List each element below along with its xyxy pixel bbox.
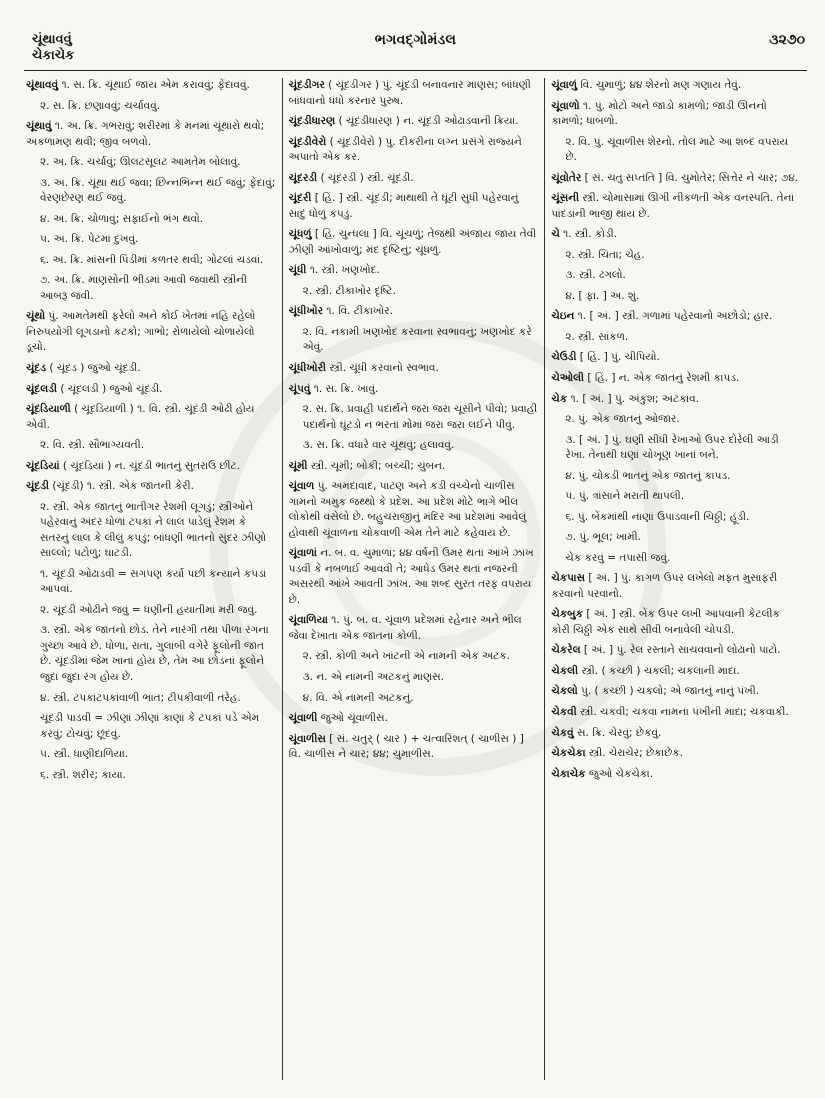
headword: ચૂંવાળ	[288, 480, 315, 493]
dictionary-entry	[289, 284, 539, 300]
guide-word-last: ચેકાચેક	[32, 48, 75, 64]
headword: ચૂંથાવું	[26, 120, 52, 133]
dictionary-entry	[551, 530, 801, 546]
headword: ચેકાચેક	[551, 767, 586, 780]
definition-text: ૭. અ. ક્રિ. માણસોની ભીડમાં આવી જવાથી સ્ત્રીની આબરૂ જવી.	[40, 274, 247, 302]
definition-text: ૨. સ. ક્રિ. પ્રવાહી પદાર્થને જરા જરા ચૂસીને પીવો; પ્રવાહી પદાર્થનો ઘૂંટડો ન ભરતાં મોંમાં જરા જરા લઈને પીવું.	[302, 403, 538, 431]
dictionary-entry	[289, 546, 539, 608]
definition-text: ૪. વિ. એ નામની અટકનું.	[302, 691, 414, 704]
definition-text: (ચૂંદડી) ૧. સ્ત્રી. એક જાતની કેરી.	[49, 480, 194, 493]
definition-text: [ હિં. ] ન. એક જાતનું રેશમી કાપડ.	[584, 371, 740, 384]
definition-text: ૪. અ. ક્રિ. ચોળાવું; સફાઈનો ભંગ થવો.	[40, 212, 204, 225]
definition-text: ૨. સ્ત્રી. સાંકળ.	[565, 330, 629, 343]
page-number: ૩૨૭૦	[769, 32, 805, 48]
headword: ચૂંદડ	[26, 361, 47, 374]
headword: ચેઓલી	[551, 371, 585, 384]
definition-text: ( ચૂંદડિયાં ) ન. ચૂંદડી ભાતનું સુતરાઉ છીંટ.	[59, 459, 240, 472]
headword: ચૂંદલડી	[26, 382, 57, 395]
definition-text: ૧. ચૂંદડી ઓઢાડવી = સગપણ કર્યા પછી કન્યાને કપડાં આપવાં.	[40, 567, 267, 596]
headword: ચૂંવોતેર	[551, 171, 582, 184]
dictionary-entry	[289, 304, 539, 320]
definition-text: ૧. પું. બ. વ. ચૂંવાળ પ્રદેશમાં રહેનાર અને ભીલ જેવા દેખાતા એક જાતના કોળી.	[288, 614, 522, 642]
dictionary-entry	[26, 500, 276, 562]
dictionary-entry	[551, 551, 801, 567]
definition-text: ૨. સ્ત્રી. કોળી અને ખાંટની એ નામની એક અટક.	[302, 650, 510, 663]
dictionary-entry	[26, 711, 276, 742]
headword: ચૂંવાળિયા	[288, 614, 328, 627]
definition-text: ૧. સ્ત્રી. કોડી.	[559, 228, 618, 241]
definition-text: સ્ત્રી. ચેરાચેર; છેકાછેક.	[585, 747, 683, 760]
definition-text: ૨. વિ. પું. ચૂંવાળીસ શેરનો. તોલ માટે આ શબ્દ વપરાય છે.	[565, 135, 789, 164]
dictionary-entry	[289, 732, 539, 763]
dictionary-entry	[551, 664, 801, 680]
definition-text: ચેક કરવું = તપાસી જવું.	[565, 551, 671, 564]
headword: ચૂંવાળું	[551, 79, 578, 91]
definition-text: ૬. અ. ક્રિ. માંસની પિંડીમાં કળતર થવી; ગોટલાં ચડવાં.	[40, 253, 264, 266]
definition-text: [ સં. ચતુઃસપ્તતિ ] વિ. ચુમોતેર; સિત્તેર ને ચાર; ૭૪.	[581, 171, 799, 184]
headword: ચેઇન	[551, 310, 575, 323]
definition-text: ૨. સ્ત્રી. ટીકાખોર દૃષ્ટિ.	[302, 284, 396, 297]
dictionary-entry	[26, 361, 276, 377]
dictionary-entry	[26, 747, 276, 763]
dictionary-entry	[289, 78, 539, 109]
dictionary-entry	[289, 263, 539, 279]
definition-text: ૩. ન. એ નામની અટકનું માણસ.	[302, 671, 444, 683]
dictionary-entry	[26, 309, 276, 356]
dictionary-entry	[551, 248, 801, 264]
headword: ચૂંદડીગર	[288, 79, 325, 91]
headword: ચૂંદરી	[288, 192, 312, 205]
dictionary-entry	[289, 135, 539, 166]
entry-columns	[26, 78, 807, 1080]
dictionary-entry	[26, 176, 276, 207]
definition-text: સ્ત્રી. ચૂમી; બોકી; બચ્ચી; ચુંબન.	[307, 459, 446, 472]
definition-text: ૧. [ અં. ] પું. અંકુશ; અટકાવ.	[567, 392, 699, 405]
dictionary-entry	[551, 371, 801, 387]
definition-text: ૧. સ્ત્રી. ખણખોદ.	[306, 264, 380, 277]
dictionary-entry	[26, 155, 276, 171]
dictionary-entry	[551, 268, 801, 284]
dictionary-entry	[551, 191, 801, 222]
headword: ચૂંથો	[26, 310, 46, 323]
column-2	[282, 78, 545, 1080]
headword: ચે	[551, 228, 560, 241]
headword: ચેકવું	[551, 726, 574, 739]
definition-text: ( ચૂંદડીવેરો ) પું. દીકરીના લગ્ન પ્રસંગે રાજ્યને અપાતો એક કર.	[288, 135, 522, 164]
headword: ચૂંધીખોર	[288, 305, 324, 318]
definition-text: [ હિં. ચુન્ધલા ] વિ. ચૂંચળું; તેજથી અંજાય જાય તેવી ઝીણી આંખોવાળું; મંદ દૃષ્ટિનું; ચૂંધળું.	[288, 228, 537, 256]
dictionary-entry	[551, 746, 801, 762]
dictionary-entry	[551, 309, 801, 325]
dictionary-entry	[551, 469, 801, 485]
definition-text: ૪. સ્ત્રી. ટપકાંટપકાંવાળી ભાત; ટીપકીવાળી તરેહ.	[40, 691, 241, 704]
definition-text: ( ચૂંદલડી ) જુઓ ચૂંદડી.	[56, 382, 163, 395]
dictionary-entry	[551, 767, 801, 783]
headword: ચૂંદડિયાં	[26, 459, 60, 472]
headword: ચૂંદડીવેરો	[288, 135, 327, 148]
dictionary-entry	[551, 412, 801, 428]
dictionary-entry	[289, 191, 539, 222]
dictionary-entry	[26, 438, 276, 454]
definition-text: ન. બ. વ. ચુમાળાં; ૪૪ વર્ષની ઉમર થતાં આંખે ઝાંખ પડવી કે નબળાઈ આવવી તે; આધેડ ઉમર થતાં નજરની અસરથી આંખે આવતી ઝાંખ. આ શબ્દ સુરત તરફ વપરાય છે.	[288, 547, 534, 606]
headword: ચેકચેકા	[551, 747, 586, 760]
headword: ચેકરેલ	[551, 644, 581, 657]
headword: ચૂંધળું	[288, 228, 312, 241]
definition-text: ૨. પું. એક જાતનું ઓજાર.	[565, 413, 680, 426]
dictionary-entry	[26, 691, 276, 707]
dictionary-entry	[551, 350, 801, 366]
page-title: ભગવદ્ગોમંડલ	[374, 32, 457, 48]
definition-text: [ અં. ] પું. રેલ રસ્તાને સાચવવાનો લોઢાનો પાટો.	[580, 644, 781, 657]
definition-text: ( ચૂંદડીધારણ ) ન. ચૂંદડી ઓઢાડવાની ક્રિયા.	[335, 115, 519, 128]
definition-text: ૭. પું. ભૂલ; ખામી.	[565, 531, 641, 544]
definition-text: ૫. સ્ત્રી. ધાણીદાળિયા.	[40, 748, 129, 761]
column-1	[26, 78, 282, 1080]
dictionary-entry	[26, 212, 276, 228]
definition-text: ૨. સ્ત્રી. એક જાતનું ભાતીગર રેશમી લૂગડું; સ્ત્રીઓને પહેરવાનું અંદર ધોળાં ટપકાં ને લાલ પાડેલું રેશમ કે સતરનું લાલ કે લીલું કપડું; બાંધણી ભાતનો સુંદર ઝીણો સાલ્લો; પટોળું; ઘાટડી.	[40, 500, 267, 560]
definition-text: ૨. સ. ક્રિ. છણાવવું; ચર્ચાવવું.	[40, 99, 161, 112]
dictionary-entry	[551, 171, 801, 187]
headword: ચૂંદરડી	[288, 171, 318, 184]
definition-text: ૧. સ. ક્રિ. ચૂંથાઈ જાય એમ કરાવવું; ફેંદાવવું.	[58, 79, 250, 91]
dictionary-entry	[26, 382, 276, 398]
definition-text: પું. અમદાવાદ, પાટણ અને કડી વચ્ચેનો ચાળીસ ગામનો અમુક જથ્થો કે પ્રદેશ. આ પ્રદેશ મોટે ભાગે ભીલ લોકોથી વસેલો છે. બહુચરાજીનું મંદિર આ પ્રદેશમાં આવેલું હોવાથી ચૂંવાળના ચોકવાળી એમ તેને માટે કહેવાય છે.	[288, 480, 527, 539]
dictionary-entry	[551, 571, 801, 602]
dictionary-entry	[26, 459, 276, 475]
definition-text: ૬. સ્ત્રી. શરીર; કાયા.	[40, 768, 126, 781]
definition-text: ( ચૂંદડિયાળી ) ૧. વિ. સ્ત્રી. ચૂંદડી ઓઢી હોય એવી.	[26, 403, 255, 431]
dictionary-entry	[289, 227, 539, 258]
dictionary-entry	[289, 459, 539, 475]
definition-text: સ્ત્રી. ચૂંધી કરવાનો સ્વભાવ.	[326, 361, 439, 374]
definition-text: ૩. સ્ત્રી. એક જાતનો છોડ. તેને નારંગી તથા પીળા રંગના ગુચ્છા આવે છે. ધોળા, રાતા, ગુલાબી વગેરે ફૂલોની જાત છે. ચૂંદડીમાં જેમ ખાનાં હોય છે, તેમ આ છોડનાં ફૂલોને જુદા જુદા રંગ હોય છે.	[40, 624, 269, 683]
dictionary-entry	[551, 99, 801, 130]
dictionary-entry	[551, 392, 801, 408]
definition-text: વિ. ચુમાળું; ૪૪ શેરનો મણ ગણાય તેવું.	[577, 79, 742, 91]
dictionary-entry	[289, 361, 539, 377]
dictionary-entry	[551, 705, 801, 721]
definition-text: ૫. પું. ત્રાંસાને મરાતી થાપલી.	[565, 490, 685, 503]
dictionary-entry	[289, 325, 539, 356]
headword: ચૂંમી	[288, 459, 308, 472]
dictionary-entry	[289, 402, 539, 433]
dictionary-entry	[551, 227, 801, 243]
definition-text: ૨. અ. ક્રિ. ચર્ચાવું; ઊલટસૂલટ આમતેમ બોલાવું.	[40, 156, 241, 169]
definition-text: ૫. અ. ક્રિ. પેટમાં દુખવું.	[40, 233, 139, 246]
definition-text: ૧. વિ. ટીકાખોર.	[323, 305, 393, 318]
definition-text: જુઓ ચેકચેકા.	[585, 767, 654, 780]
definition-text: [ હિં. ] પું. ચીપિયો.	[576, 351, 660, 364]
definition-text: ૨. વિ. સ્ત્રી. સૌભાગ્યવતી.	[40, 439, 145, 452]
definition-text: ૩. સ. ક્રિ. વધારે વાર ચૂંથવું; હલાવવું.	[302, 439, 455, 452]
dictionary-entry	[289, 114, 539, 130]
dictionary-entry	[551, 433, 801, 464]
definition-text: ૪. [ ફા. ] અ. શું.	[565, 289, 640, 302]
definition-text: [ અં. ] સ્ત્રી. બેંક ઉપર લખી આપવાની કેટલીક કોરી ચિઠ્ઠી એક સાથે સીવી બનાવેલી ચોપડી.	[551, 608, 780, 636]
definition-text: જુઓ ચૂંવાળીસ.	[317, 712, 388, 725]
dictionary-entry	[289, 479, 539, 541]
dictionary-entry	[289, 613, 539, 644]
guide-word-first: ચૂંથાવવું	[32, 32, 72, 47]
dictionary-entry	[551, 78, 801, 94]
dictionary-entry	[26, 402, 276, 433]
headword: ચૂંધી	[288, 264, 307, 277]
dictionary-entry	[26, 232, 276, 248]
dictionary-entry	[551, 135, 801, 166]
definition-text: [ અં. ] પું. કાગળ ઉપર લખેલો મફત મુસાફરી કરવાનો પરવાનો.	[551, 572, 778, 600]
dictionary-entry	[551, 643, 801, 659]
dictionary-entry	[289, 711, 539, 727]
dictionary-entry	[26, 603, 276, 619]
dictionary-entry	[289, 171, 539, 187]
dictionary-entry	[26, 78, 276, 94]
column-3	[544, 78, 807, 1080]
dictionary-entry	[26, 273, 276, 304]
headword: ચેક	[551, 392, 568, 405]
headword: ચૂંવાળીસ	[288, 732, 326, 745]
definition-text: ૩. [ અં. ] પું. ઘણી સીધી રેખાઓ ઉપર દોરેલી આડી રેખા. તેનાથી ઘણાં ચોખૂણ ખાનાં બને.	[565, 433, 779, 462]
dictionary-entry	[26, 623, 276, 685]
page-header	[24, 18, 807, 71]
headword: ચૂંવાળો	[551, 99, 580, 112]
dictionary-entry	[26, 479, 276, 495]
dictionary-entry	[26, 119, 276, 150]
dictionary-entry	[551, 684, 801, 700]
dictionary-entry	[289, 382, 539, 398]
definition-text: ( ચૂંદડ ) જુઓ ચૂંદડી.	[46, 361, 141, 374]
definition-text: સ્ત્રી. ( કચ્છી ) ચકલી; ચકલાની માદા.	[578, 664, 740, 677]
headword: ચેઉડી	[551, 351, 577, 364]
dictionary-entry	[26, 99, 276, 115]
dictionary-entry	[551, 510, 801, 526]
headword: ચેકલો	[551, 685, 578, 698]
definition-text: ૬. પું. બેંકમાંથી નાણાં ઉપાડવાની ચિઠ્ઠી; હૂંડી.	[565, 510, 750, 523]
dictionary-entry	[551, 726, 801, 742]
headword: ચૂંદડિયાળી	[26, 403, 71, 416]
headword: ચૂંધીખોરી	[288, 361, 327, 374]
definition-text: ૧. અ. ક્રિ. ગભરાવું; શરીરમાં કે મનમાં ચૂંથારો થવો; અકળામણ થવી; જીવ બળવો.	[26, 120, 265, 148]
definition-text: ૧. [ અં. ] સ્ત્રી. ગળામાં પહેરવાનો અછોડો; હાર.	[574, 310, 773, 323]
dictionary-entry	[289, 691, 539, 707]
definition-text: ચૂંદડી પાડવી = ઝીણાં ઝીણાં કાણાં કે ટપકાં પડે એમ કરવું; ટોચવું; છૂંદવું.	[40, 712, 260, 740]
dictionary-entry	[289, 649, 539, 665]
definition-text: સ્ત્રી. ચકવી; ચકવા નામના પંખીની માદા; ચકવાકી.	[576, 706, 789, 718]
dictionary-entry	[551, 489, 801, 505]
dictionary-entry	[26, 567, 276, 598]
definition-text: ૧. પું. મોટો અને જાડો કામળો; જાડી ઊનનો કામળો; ધાબળો.	[551, 99, 767, 128]
definition-text: ૨. વિ. નકામી ખણખોદ કરવાના સ્વભાવનું; ખણખોદ કરે એવું.	[302, 325, 532, 354]
definition-text: [ સં. ચતુર્ ( ચાર ) + ચત્વારિંશત્ ( ચાળીસ ) ] વિ. ચાળીસ ને ચાર; ૪૪; ચુમાળીસ.	[288, 732, 524, 761]
headword: ચૂંદડીધારણ	[288, 115, 336, 128]
headword: ચેકબુક	[551, 608, 584, 621]
definition-text: ( ચૂંદરડી ) સ્ત્રી. ચૂંદડી.	[317, 171, 414, 184]
headword: ચૂંવાળી	[288, 712, 318, 725]
definition-text: ( ચૂંદડીગર ) પું. ચૂંદડી બનાવનાર માણસ; બાંધણી બાંધવાનો ધંધો કરનાર પુરુષ.	[288, 79, 531, 107]
definition-text: ૩. અ. ક્રિ. ચૂંથા થઈ જવા; છિન્નભિન્ન થઈ જવું; ફેંદાવું; વેરણછેરણ થઈ જવું.	[40, 176, 276, 205]
dictionary-entry	[289, 670, 539, 686]
definition-text: ૧. સ. ક્રિ. ખાવું.	[310, 382, 379, 395]
definition-text: ૨. સ્ત્રી. ચિતા; ચેહ.	[565, 248, 645, 261]
dictionary-entry	[26, 768, 276, 784]
dictionary-entry	[26, 253, 276, 269]
definition-text: [ હિં. ] સ્ત્રી. ચૂંદડી; માથાથી તે ઘૂંટી સુધી પહેરવાનું સાદું ધોળું કપડું.	[288, 192, 519, 220]
dictionary-entry	[551, 289, 801, 305]
headword: ચૂંવાળાં	[288, 547, 317, 560]
definition-text: પું. આમતેમથી ફરેલો અને કોઈ ખેતમાં નહિ રહેલો નિરુપયોગી લૂગડાનો કટકો; ગાભો; રોળાયેલો ચોળાયેલો ડૂચો.	[26, 310, 256, 354]
headword: ચૂંદડી	[26, 480, 50, 493]
headword: ચૂંથાવવું	[26, 79, 59, 91]
headword: ચૂંસની	[551, 192, 580, 205]
definition-text: ૪. પું. ચોકડી ભાતનું એક જાતનું કાપડ.	[565, 469, 731, 482]
definition-text: ૩. સ્ત્રી. ઢગલો.	[565, 269, 626, 282]
dictionary-entry	[551, 607, 801, 638]
headword: ચેકલી	[551, 664, 579, 677]
headword: ચૂંપવું	[288, 382, 311, 395]
headword: ચેકવી	[551, 706, 577, 718]
definition-text: ૨. ચૂંદડી ઓઢીને જવું = ધણીની હયાતીમાં મરી જવું.	[40, 603, 258, 616]
definition-text: પું. ( કચ્છી ) ચકલો; એ જાતનું નાનું પંખી.	[577, 685, 760, 698]
definition-text: સ. ક્રિ. ચેરવું; છેકવું.	[573, 726, 662, 739]
dictionary-entry	[289, 438, 539, 454]
headword: ચેકપાસ	[551, 572, 586, 585]
definition-text: સ્ત્રી. ચોમાસામાં ઊગી નીકળતી એક વનસ્પતિ. તેનાં પાંદડાંની ભાજી થાય છે.	[551, 192, 795, 220]
dictionary-entry	[551, 330, 801, 346]
